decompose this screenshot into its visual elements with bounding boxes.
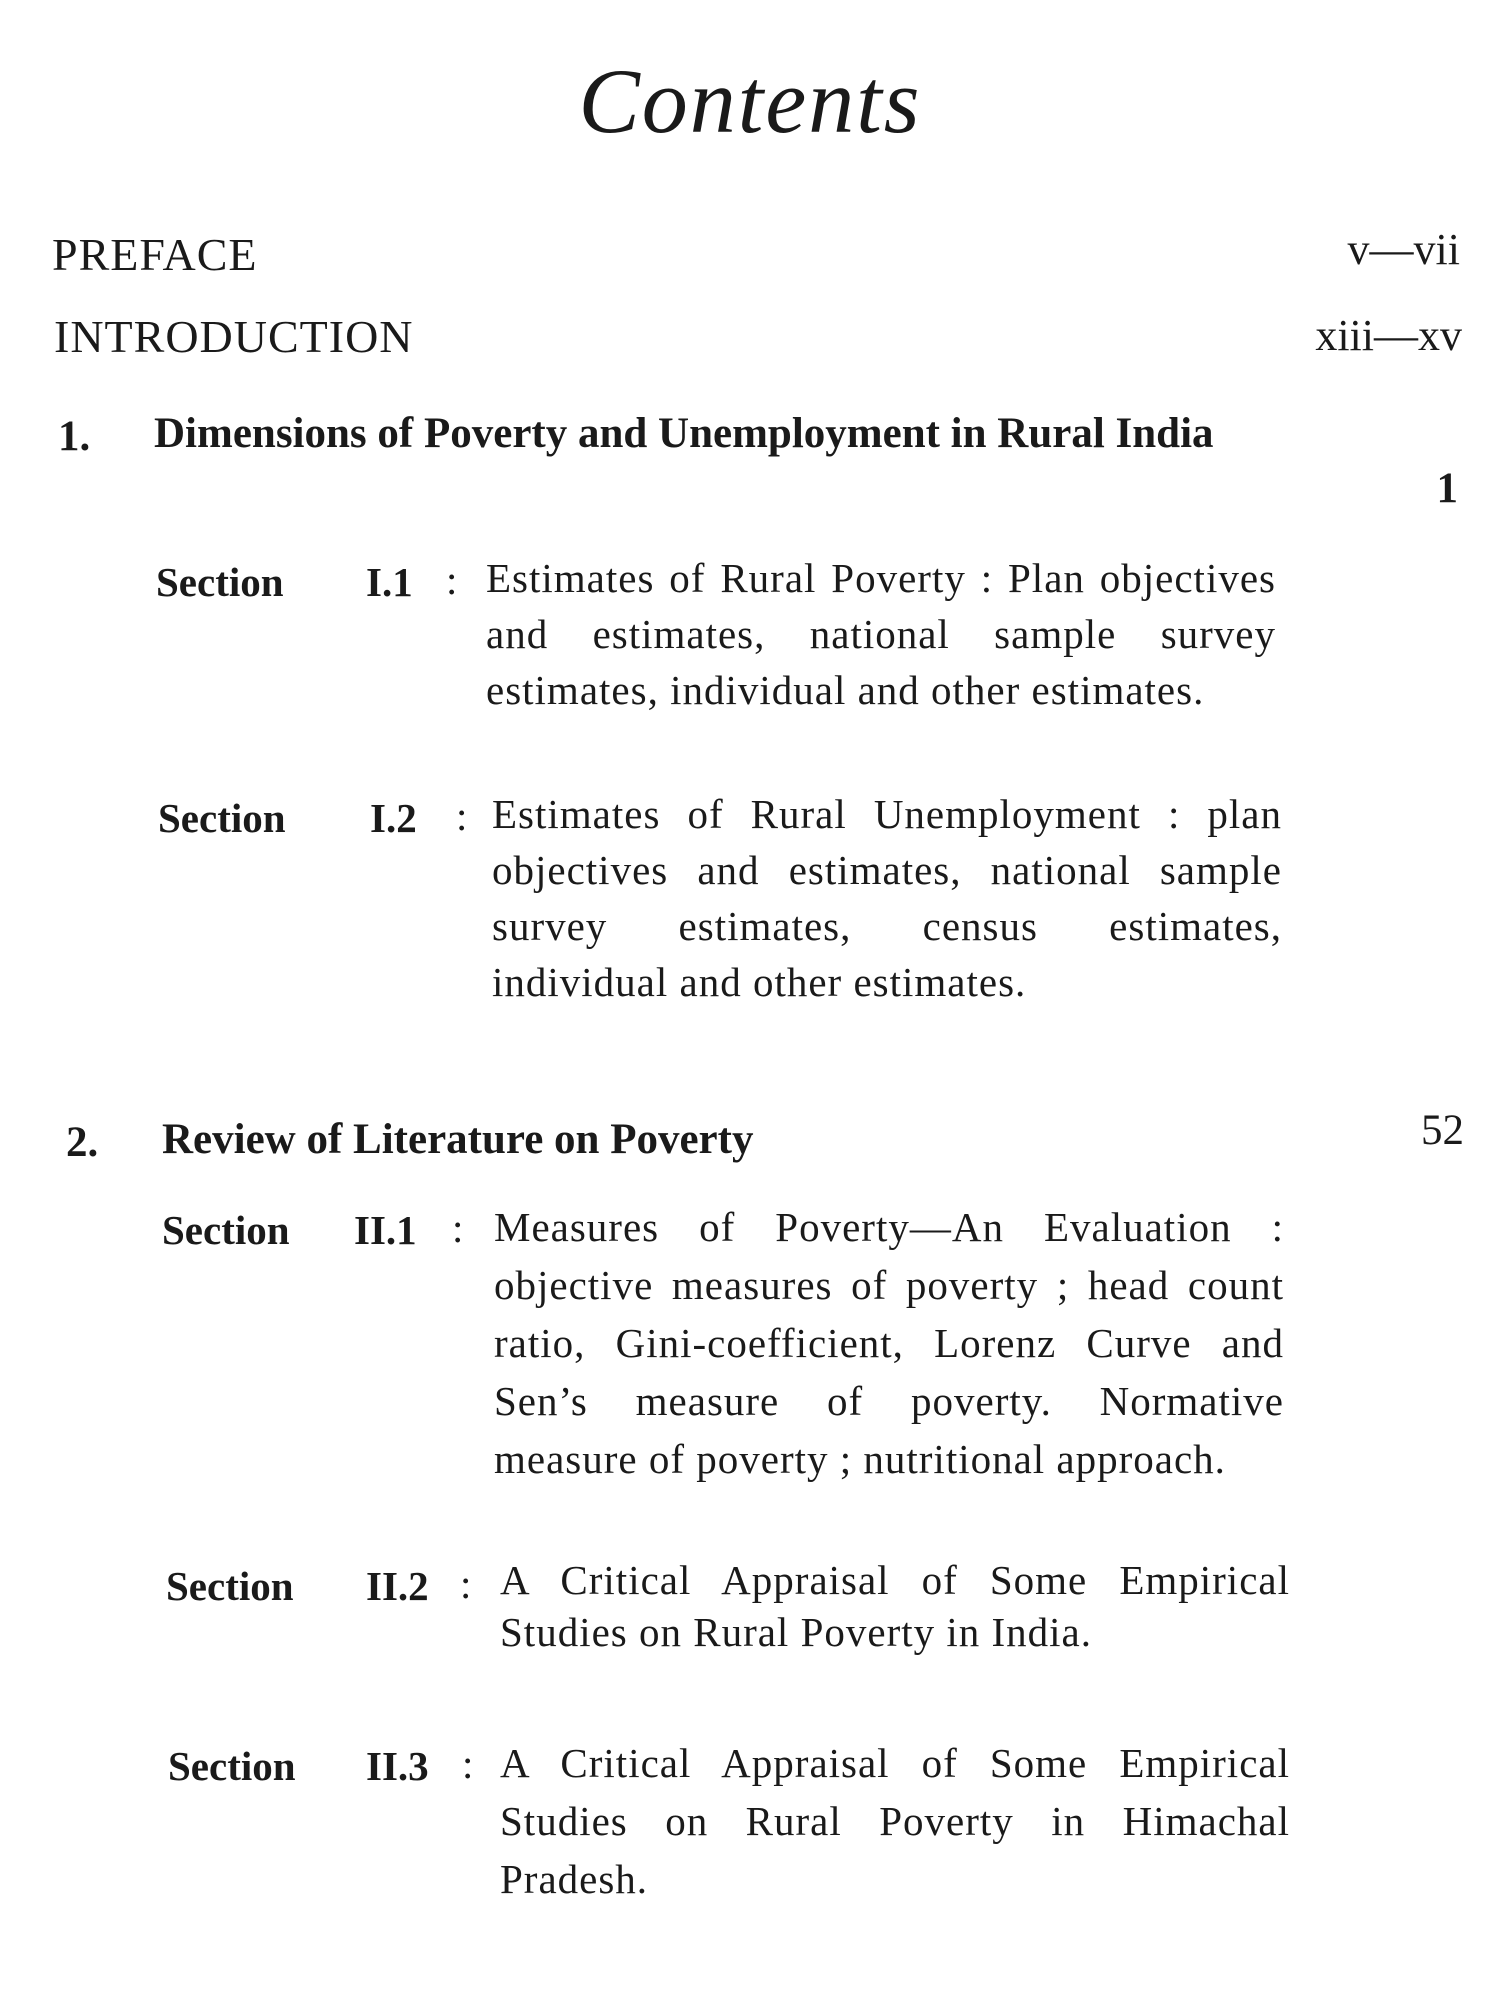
chapter-1-title: Dimensions of Poverty and Unemployment in Rural India	[154, 410, 1214, 457]
section-ii3-description: A Critical Appraisal of Some Empirical Studies on Rural Poverty in Himachal Pradesh.	[500, 1740, 1290, 1902]
front-matter-preface-pages: v—vii	[1347, 225, 1460, 274]
section-ii1-description: Measures of Poverty—An Evaluation : objective measures of poverty ; head count ratio, Gini-coefficient, Lorenz Curve and Sen’s measure of poverty. Normative measure of poverty ; nutritional approach.	[494, 1204, 1284, 1482]
section-ii1-number: II.1	[354, 1207, 417, 1253]
section-ii2-label: Section	[166, 1563, 294, 1609]
section-i1-number: I.1	[366, 559, 413, 605]
chapter-2-number: 2.	[66, 1119, 99, 1166]
section-ii1-label: Section	[162, 1207, 290, 1253]
chapter-2-title: Review of Literature on Poverty	[162, 1116, 754, 1163]
section-ii3-number: II.3	[366, 1743, 429, 1789]
front-matter-preface: PREFACE	[52, 229, 258, 280]
section-ii1-colon: :	[452, 1205, 464, 1251]
chapter-1-page: 1	[1436, 465, 1458, 512]
front-matter-introduction: INTRODUCTION	[54, 311, 414, 362]
page-title: Contents	[578, 50, 922, 152]
section-i2-description: Estimates of Rural Unemployment : plan objectives and estimates, national sample survey estimates, census estimates, individual and other estimates.	[492, 791, 1282, 1005]
section-ii2-colon: :	[460, 1561, 472, 1607]
section-i2-label: Section	[158, 795, 286, 841]
section-i1-description: Estimates of Rural Poverty : Plan objectives and estimates, national sample survey estimates, individual and other estimates.	[486, 555, 1276, 713]
section-ii3-colon: :	[462, 1741, 474, 1787]
chapter-2-page: 52	[1421, 1107, 1464, 1154]
section-i2-number: I.2	[370, 795, 417, 841]
front-matter-introduction-pages: xiii—xv	[1315, 311, 1462, 360]
section-ii2-number: II.2	[366, 1563, 429, 1609]
chapter-1-number: 1.	[58, 413, 91, 460]
section-i1-label: Section	[156, 559, 284, 605]
section-ii3-label: Section	[168, 1743, 296, 1789]
section-ii2-description: A Critical Appraisal of Some Empirical Studies on Rural Poverty in India.	[500, 1557, 1290, 1655]
section-i1-colon: :	[446, 557, 458, 603]
section-i2-colon: :	[456, 793, 468, 839]
